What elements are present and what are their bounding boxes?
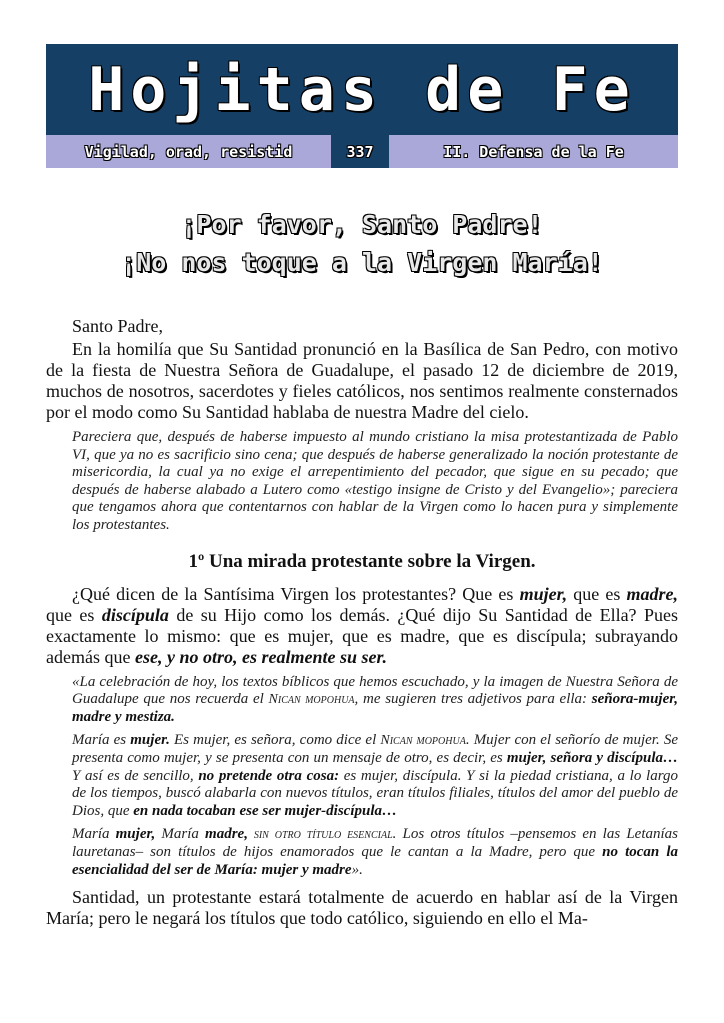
emphasis: en nada tocaban ese ser mujer-discípula… [133, 802, 398, 819]
small-caps-run: Nican mopohua [380, 733, 466, 749]
text-run: . Los otros títulos –pensemos en las Letanías lauretanas– son títulos de hijos enamorados que le cantan a la Madre, pero que [72, 826, 678, 860]
text-run: . Mujer con el señorío de mujer. Se presenta como mujer, y se presenta con un mensaje de otro, es decir, es [72, 732, 679, 766]
issue-number: 337 [331, 135, 389, 168]
emphasis: no pretende otra cosa: [198, 767, 340, 784]
emphasis: no tocan la esencialidad del ser de María: mujer y madre [72, 843, 678, 878]
masthead [46, 44, 678, 168]
emphasis: señora-mujer, madre y mestiza. [72, 691, 678, 725]
headline [46, 206, 678, 282]
section-title: 1º Una mirada protestante sobre la Virgen. [188, 550, 536, 572]
quote-1: Pareciera que, después de haberse impuesto al mundo cristiano la misa protestantizada de Pablo VI, que ya no es sacrificio sino cena; que después de haberse generalizado la noción protestante de misericordia, la cual ya no exige el arrepentimiento del pecador, que sigue en su pecado; que después de haberse alabado a Lutero como «testigo insigne de Cristo y del Evangelio»; pareciera que tengamos ahora que contentarnos con hablar de la Virgen como lo hacen pura y simplemente los protestantes. [72, 429, 678, 533]
small-caps-run: Nican mopohua [268, 692, 355, 708]
small-caps-run: sin otro título esencial [247, 827, 393, 843]
emphasis: mujer, [115, 826, 156, 843]
quote-3 [72, 732, 678, 820]
section-label: II. Defensa de la Fe [443, 142, 624, 161]
emphasis: ese, y no otro, es realmente su ser. [134, 646, 387, 667]
text-run: es mujer, discípula. Y si la piedad cristiana, a lo largo de los tiempos, buscó alabarla con nuevos títulos, eran títulos filiales, títulos del amor del pueblo de Dios, que [72, 767, 678, 819]
emphasis: discípula [101, 604, 169, 625]
text-run: «La celebración de hoy, los textos bíblicos que hemos escuchado, y la imagen de Nuestra Señora de Guadalupe que nos recuerda el [72, 673, 678, 708]
publication-title: Hojitas de Fe [88, 54, 636, 125]
text-run: que es [567, 583, 627, 604]
emphasis: mujer, señora y discípula… [506, 749, 678, 766]
text-run: de su Hijo como los demás. ¿Qué dijo Su Santidad de Ella? Pues exactamente lo mismo: que es mujer, que es madre, que es discípula; subrayando además que [46, 604, 678, 667]
headline-line-1: ¡Por favor, Santo Padre! [181, 210, 543, 239]
paragraph-1: En la homilía que Su Santidad pronunció en la Basílica de San Pedro, con motivo de la fiesta de Nuestra Señora de Guadalupe, el pasado 12 de diciembre de 2019, muchos de nosotros, sacerdotes y fieles católicos, nos sentimos realmente consternados por el modo como Su Santidad hablaba de nuestra Madre del cielo. [46, 339, 678, 422]
salutation: Santo Padre, [72, 316, 163, 336]
text-run: María [155, 826, 206, 843]
article-body [46, 316, 678, 929]
motto: Vigilad, orad, resistid [84, 142, 293, 161]
emphasis: mujer, [519, 583, 568, 604]
paragraph-3: Santidad, un protestante estará totalmente de acuerdo en hablar así de la Virgen María; pero le negará los títulos que todo católico, siguiendo en ello el Ma- [46, 887, 678, 929]
text-run: ». [351, 861, 363, 878]
masthead-info-bar [46, 135, 678, 168]
text-run: Es mujer, es señora, como dice el [169, 732, 381, 749]
emphasis: mujer. [130, 732, 170, 749]
text-run: , me sugieren tres adjetivos para ella: [354, 691, 592, 708]
text-run: María es [72, 732, 131, 749]
emphasis: madre, [626, 583, 679, 604]
quote-2 [72, 674, 678, 727]
masthead-title-bar [46, 44, 678, 135]
emphasis: madre, [205, 826, 248, 843]
text-run: que es [46, 604, 102, 625]
text-run: María [72, 826, 116, 843]
text-run: ¿Qué dicen de la Santísima Virgen los protestantes? Que es [72, 583, 520, 604]
headline-line-2: ¡No nos toque a la Virgen María! [121, 248, 603, 277]
paragraph-2 [46, 584, 678, 668]
text-run: Y así es de sencillo, [72, 767, 199, 784]
quote-4 [72, 826, 678, 879]
